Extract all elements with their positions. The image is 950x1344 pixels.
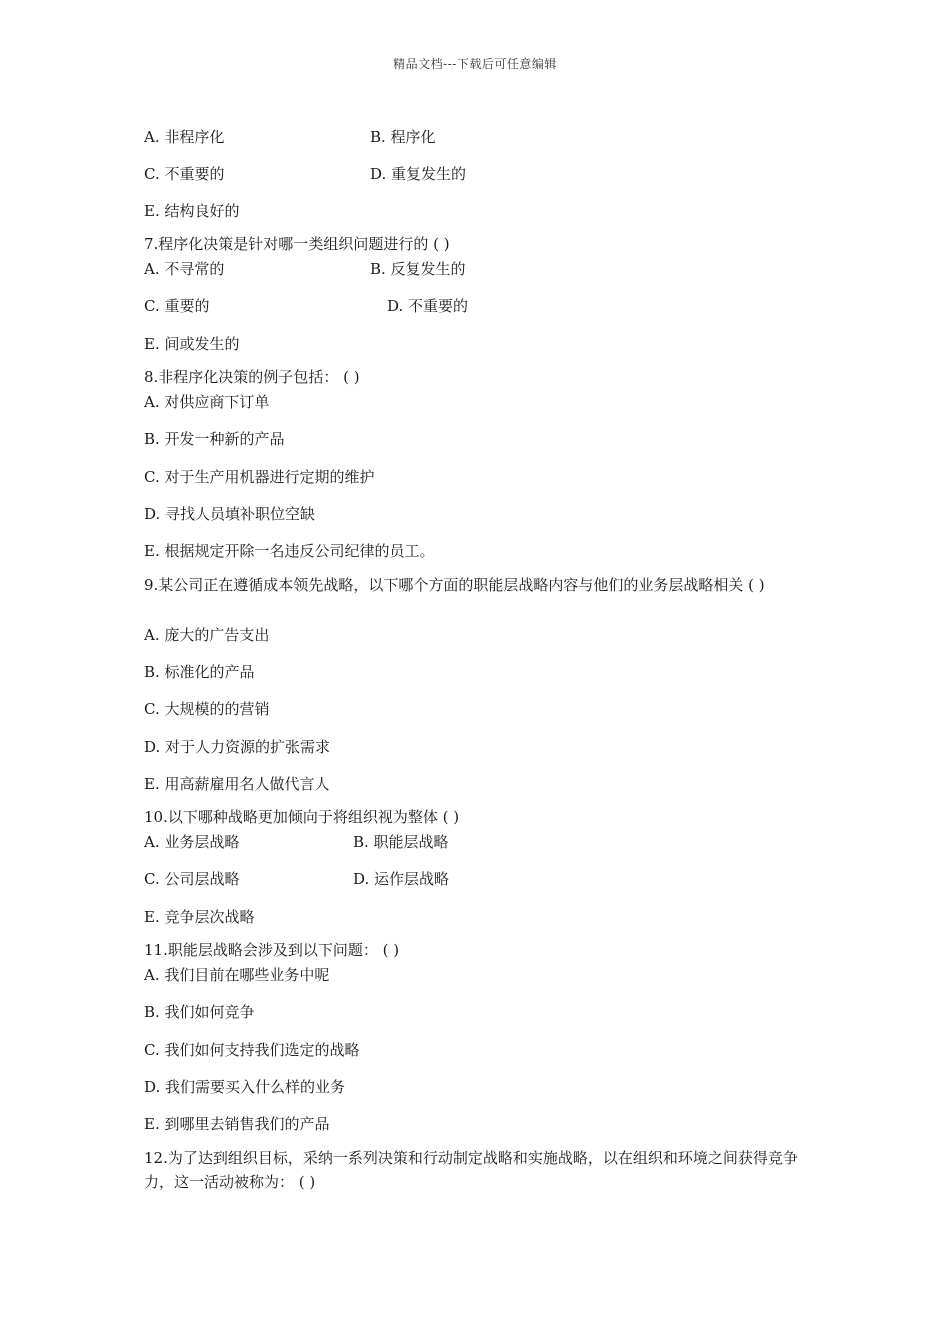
q8-option-c: C. 对于生产用机器进行定期的维护 — [144, 468, 375, 486]
q7-option-b: B. 反复发生的 — [370, 260, 466, 278]
q8-option-e: E. 根据规定开除一名违反公司纪律的员工。 — [144, 542, 435, 560]
q7-option-c: C. 重要的 — [144, 297, 210, 315]
page-header: 精品文档---下载后可任意编辑 — [393, 57, 557, 71]
q10-option-c: C. 公司层战略 — [144, 870, 240, 888]
q8-stem: 8.非程序化决策的例子包括： ( ) — [144, 368, 360, 386]
q9-stem: 9.某公司正在遵循成本领先战略，以下哪个方面的职能层战略内容与他们的业务层战略相关 ( ) — [144, 576, 765, 594]
q7-option-a: A. 不寻常的 — [144, 260, 225, 278]
q11-stem: 11.职能层战略会涉及到以下问题： ( ) — [144, 941, 400, 959]
q10-option-e: E. 竞争层次战略 — [144, 908, 255, 926]
q9-option-a: A. 庞大的广告支出 — [144, 626, 270, 644]
q8-option-b: B. 开发一种新的产品 — [144, 430, 285, 448]
q6-option-d: D. 重复发生的 — [370, 165, 467, 183]
q7-option-e: E. 间或发生的 — [144, 335, 240, 353]
q6-option-b: B. 程序化 — [370, 128, 436, 146]
q8-option-d: D. 寻找人员填补职位空缺 — [144, 505, 316, 523]
q11-option-b: B. 我们如何竞争 — [144, 1003, 255, 1021]
q7-option-d: D. 不重要的 — [387, 297, 469, 315]
q10-stem: 10.以下哪种战略更加倾向于将组织视为整体 ( ) — [144, 808, 460, 826]
q6-option-a: A. 非程序化 — [144, 128, 225, 146]
q6-option-c: C. 不重要的 — [144, 165, 225, 183]
q10-option-d: D. 运作层战略 — [353, 870, 450, 888]
q10-option-b: B. 职能层战略 — [353, 833, 449, 851]
q9-option-c: C. 大规模的的营销 — [144, 700, 270, 718]
q9-option-e: E. 用高薪雇用名人做代言人 — [144, 775, 330, 793]
q7-stem: 7.程序化决策是针对哪一类组织问题进行的 ( ) — [144, 235, 450, 253]
q11-option-d: D. 我们需要买入什么样的业务 — [144, 1078, 346, 1096]
q6-option-e: E. 结构良好的 — [144, 202, 240, 220]
q11-option-e: E. 到哪里去销售我们的产品 — [144, 1115, 330, 1133]
q8-option-a: A. 对供应商下订单 — [144, 393, 270, 411]
q10-option-a: A. 业务层战略 — [144, 833, 240, 851]
q11-option-a: A. 我们目前在哪些业务中呢 — [144, 966, 330, 984]
q11-option-c: C. 我们如何支持我们选定的战略 — [144, 1041, 360, 1059]
q12-stem: 12.为了达到组织目标，采纳一系列决策和行动制定战略和实施战略，以在组织和环境之间获得竞争力，这一活动被称为： ( ) — [144, 1149, 798, 1191]
q9-option-b: B. 标准化的产品 — [144, 663, 255, 681]
q9-option-d: D. 对于人力资源的扩张需求 — [144, 738, 331, 756]
